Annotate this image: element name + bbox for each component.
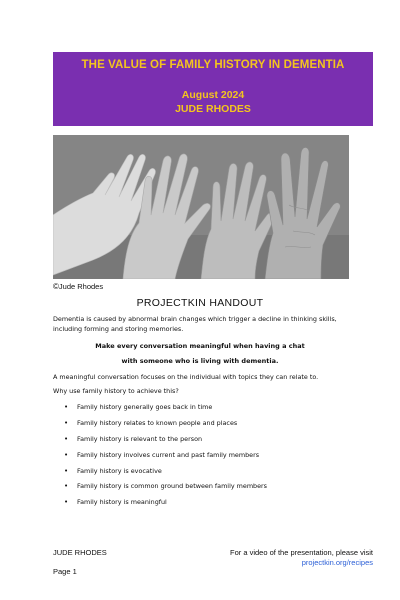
page-number: Page 1	[53, 567, 77, 576]
bullet-icon: •	[64, 403, 69, 411]
bullet-icon: •	[64, 498, 69, 507]
copyright-symbol: ©	[53, 282, 59, 291]
handout-title: PROJECTKIN HANDOUT	[136, 297, 264, 309]
bullet-icon: •	[64, 482, 69, 491]
list-item-text: Family history is meaningful	[77, 498, 167, 507]
bullet-icon: •	[64, 434, 69, 443]
list-item-text: Family history is evocative	[77, 466, 162, 475]
emphasis-line-1: Make every conversation meaningful when having a chat	[95, 342, 305, 350]
document-author: JUDE RHODES	[175, 103, 251, 115]
list-item	[64, 482, 267, 498]
list-item-text: Family history is common ground between family members	[77, 482, 267, 491]
title-banner	[53, 52, 373, 126]
question-paragraph: Why use family history to achieve this?	[53, 387, 179, 395]
list-item-text: Family history generally goes back in time	[77, 403, 213, 411]
list-item	[64, 498, 267, 514]
emphasis-line-2: with someone who is living with dementia.	[121, 357, 279, 365]
hands-photo	[53, 135, 349, 279]
document-date: August 2024	[181, 89, 245, 101]
list-item	[64, 403, 267, 419]
photo-credit-text: Jude Rhodes	[58, 282, 104, 291]
footer-note-text: For a video of the presentation, please visit	[230, 548, 373, 557]
list-item	[64, 419, 267, 435]
bullet-icon: •	[64, 450, 69, 459]
list-item	[64, 451, 267, 467]
footer-note	[230, 548, 373, 568]
footer-author: JUDE RHODES	[53, 548, 107, 557]
bullet-icon: •	[64, 466, 69, 475]
intro-paragraph: Dementia is caused by abnormal brain changes which trigger a decline in thinking skills, including forming and storing memories.	[53, 315, 337, 333]
list-item	[64, 435, 267, 451]
list-item-text: Family history relates to known people and places	[77, 418, 238, 427]
list-item-text: Family history involves current and past family members	[77, 450, 260, 459]
photo-credit	[53, 282, 103, 291]
recipes-link[interactable]: projectkin.org/recipes	[301, 558, 373, 567]
list-item	[64, 467, 267, 483]
list-item-text: Family history is relevant to the person	[77, 434, 203, 443]
conversation-paragraph: A meaningful conversation focuses on the individual with topics they can relate to.	[53, 373, 319, 381]
reasons-list	[64, 403, 267, 514]
document-title: THE VALUE OF FAMILY HISTORY IN DEMENTIA	[81, 59, 345, 71]
bullet-icon: •	[64, 418, 69, 427]
